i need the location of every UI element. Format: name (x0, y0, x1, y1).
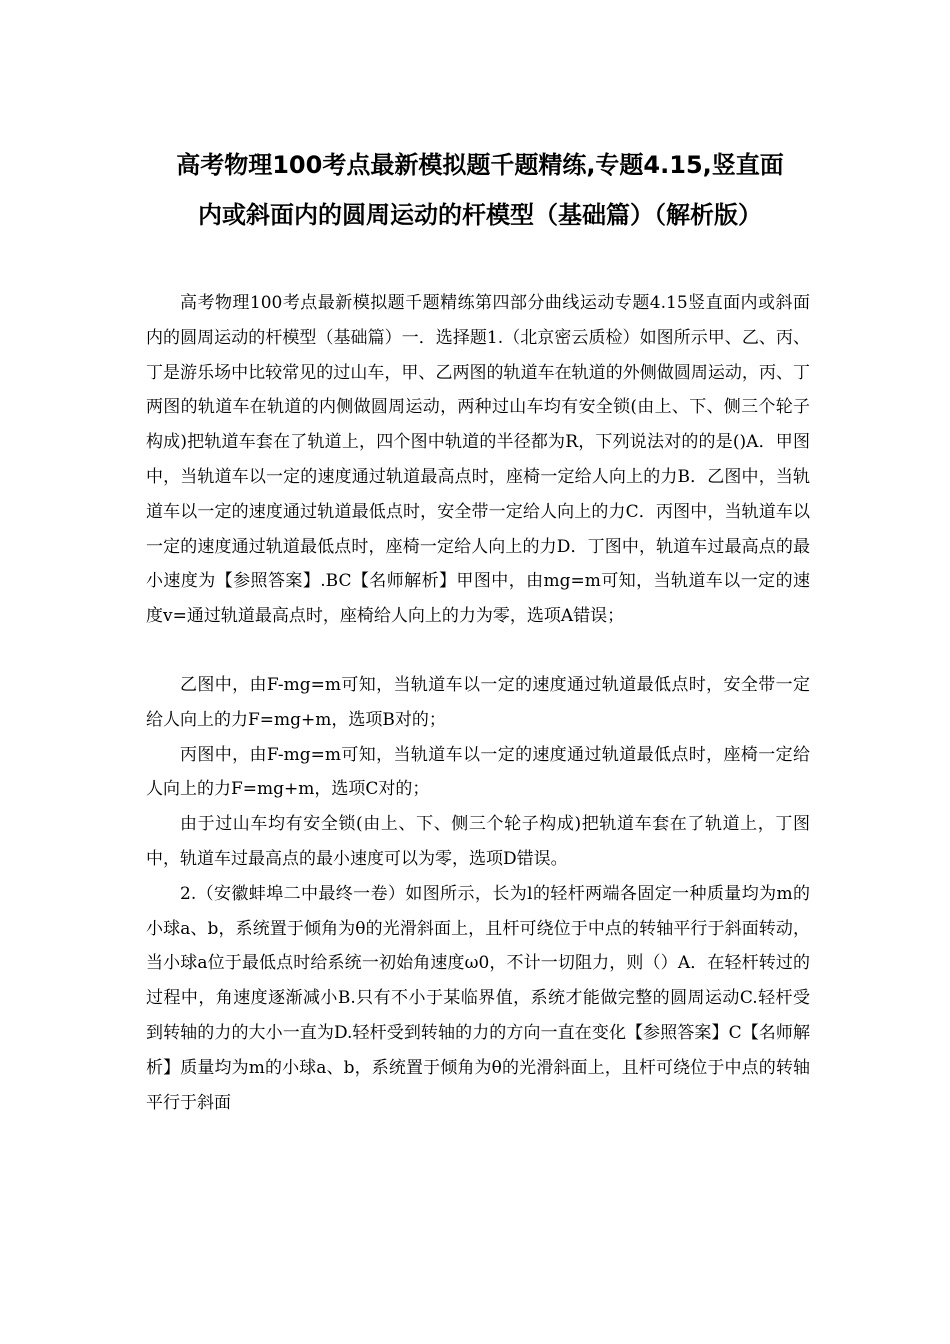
paragraph-2: 乙图中，由F-mg=m可知，当轨道车以一定的速度通过轨道最低点时，安全带一定给人向上的力F=mg+m，选项B对的； (146, 674, 810, 730)
document-title (140, 140, 820, 240)
paragraph-1: 高考物理100考点最新模拟题千题精练第四部分曲线运动专题4.15竖直面内或斜面内的圆周运动的杆模型（基础篇）一．选择题1.（北京密云质检）如图所示甲、乙、丙、丁是游乐场中比较常见的过山车，甲、乙两图的轨道车在轨道的外侧做圆周运动，丙、丁两图的轨道车在轨道的内侧做圆周运动，两种过山车均有安全锁(由上、下、侧三个轮子构成)把轨道车套在了轨道上，四个图中轨道的半径都为R，下列说法对的的是()A．甲图中，当轨道车以一定的速度通过轨道最高点时，座椅一定给人向上的力B．乙图中，当轨道车以一定的速度通过轨道最低点时，安全带一定给人向上的力C．丙图中，当轨道车以一定的速度通过轨道最低点时，座椅一定给人向上的力D．丁图中，轨道车过最高点的最小速度为【参照答案】.BC【名师解析】甲图中，由mg=m可知，当轨道车以一定的速度v=通过轨道最高点时，座椅给人向上的力为零，选项A错误； (146, 293, 810, 627)
paragraph-5: 2.（安徽蚌埠二中最终一卷）如图所示，长为l的轻杆两端各固定一种质量均为m的小球a、b，系统置于倾角为θ的光滑斜面上，且杆可绕位于中点的转轴平行于斜面转动，当小球a位于最低点时给系统一初始角速度ω0，不计一切阻力，则（）A．在轻杆转过的过程中，角速度逐渐减小B.只有不小于某临界值，系统才能做完整的圆周运动C.轻杆受到转轴的力的大小一直为D.轻杆受到转轴的力的方向一直在变化【参照答案】C【名师解析】质量均为m的小球a、b，系统置于倾角为θ的光滑斜面上，且杆可绕位于中点的转轴平行于斜面 (146, 883, 810, 1113)
title-line-1: 高考物理100考点最新模拟题千题精练,专题4.15,竖直面 (176, 151, 784, 179)
paragraph-4: 由于过山车均有安全锁(由上、下、侧三个轮子构成)把轨道车套在了轨道上，丁图中，轨道车过最高点的最小速度可以为零，选项D错误。 (146, 814, 810, 869)
paragraph-3: 丙图中，由F-mg=m可知，当轨道车以一定的速度通过轨道最低点时，座椅一定给人向上的力F=mg+m，选项C对的； (146, 744, 810, 800)
title-line-2: 内或斜面内的圆周运动的杆模型（基础篇）（解析版） (198, 201, 762, 229)
document-body (146, 286, 810, 1120)
